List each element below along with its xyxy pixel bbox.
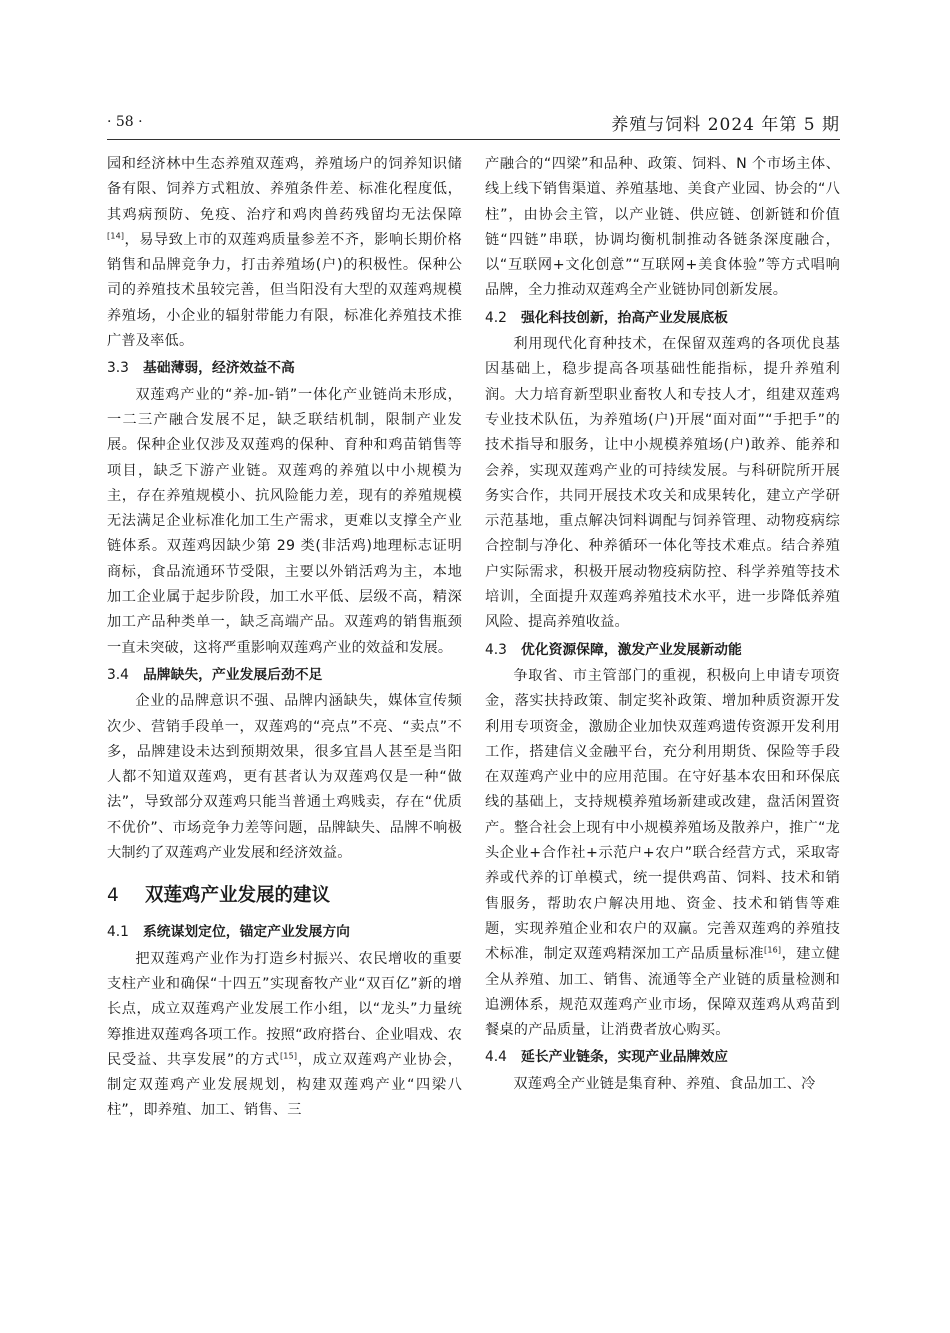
journal-title: 养殖与饲料 2024 年第 5 期 bbox=[611, 115, 840, 135]
text-span: 争取省、市主管部门的重视，积极向上申请专项资金，落实扶持政策、制定奖补政策、增加种质资源开发利用专项资金，激励企业加快双莲鸡遗传资源开发利用工作，搭建信义金融平台，充分利用期货、保险等手段在双莲鸡产业中的应用范围。在守好基本农田和环保底线的基础上，支持规模养殖场新建或改建，盘活闲置资产。整合社会上现有中小规模养殖场及散养户，推广“龙头企业+合作社+示范户+农户”联合经营方式，采取寄养或代养的订单模式，统一提供鸡苗、饲料、技术和销售服务，帮助农户解决用地、资金、技术和销售等难题，实现养殖企业和农户的双赢。完善双莲鸡的养殖技术标准，制定双莲鸡精深加工产品质量标准 bbox=[485, 667, 840, 963]
text-span: 园和经济林中生态养殖双莲鸡，养殖场户的饲养知识储备有限、饲养方式粗放、养殖条件差、标准化程度低，其鸡病预防、免疫、治疗和鸡肉兽药残留均无法保障 bbox=[107, 156, 462, 223]
text-span: ，成立双莲鸡产业协会，制定双莲鸡产业发展规划，构建双莲鸡产业“四梁八柱”，即养殖、加工、销售、三 bbox=[107, 1051, 462, 1119]
paragraph-4-3 bbox=[485, 664, 840, 1043]
heading-4-3 bbox=[485, 638, 840, 663]
paragraph-continued: 产融合的“四梁”和品种、政策、饲料、N 个市场主体、线上线下销售渠道、养殖基地、美食产业园、协会的“八柱”，由协会主管，以产业链、供应链、创新链和价值链“四链”串联，协调均衡机制推动各链条深度融合，以“互联网+文化创意”“互联网+美食体验”等方式唱响品牌，全力推动双莲鸡全产业链协同创新发展。 bbox=[485, 156, 840, 299]
heading-3-4 bbox=[107, 663, 462, 688]
heading-title: 双莲鸡产业发展的建议 bbox=[145, 885, 331, 907]
heading-title: 延长产业链条，实现产业品牌效应 bbox=[521, 1049, 728, 1066]
left-column bbox=[107, 152, 462, 1124]
heading-number: 4.2 bbox=[485, 309, 507, 326]
heading-title: 基础薄弱，经济效益不高 bbox=[143, 360, 295, 377]
heading-3-3 bbox=[107, 356, 462, 381]
header-rule bbox=[107, 139, 840, 140]
heading-4-2 bbox=[485, 306, 840, 331]
heading-title: 系统谋划定位，锚定产业发展方向 bbox=[143, 924, 350, 941]
heading-number: 4 bbox=[107, 885, 119, 907]
paragraph-4-4: 双莲鸡全产业链是集育种、养殖、食品加工、冷 bbox=[513, 1075, 816, 1092]
heading-number: 3.3 bbox=[107, 360, 129, 377]
heading-4-1 bbox=[107, 920, 462, 945]
page-header bbox=[107, 104, 840, 136]
heading-title: 强化科技创新，抬高产业发展底板 bbox=[521, 309, 728, 326]
heading-title: 优化资源保障，激发产业发展新动能 bbox=[521, 641, 742, 658]
right-column bbox=[485, 152, 840, 1097]
text-span: 把双莲鸡产业作为打造乡村振兴、农民增收的重要支柱产业和确保“十四五”实现畜牧产业“双百亿”新的增长点，成立双莲鸡产业发展工作小组，以“龙头”力量统筹推进双莲鸡各项工作。按照“政府搭台、企业唱戏、农民受益、共享发展”的方式 bbox=[107, 950, 462, 1068]
heading-4-4 bbox=[485, 1045, 840, 1070]
heading-number: 4.4 bbox=[485, 1049, 507, 1066]
paragraph-3-4: 企业的品牌意识不强、品牌内涵缺失，媒体宣传频次少、营销手段单一，双莲鸡的“亮点”不亮、“卖点”不多，品牌建设未达到预期效果，很多宜昌人甚至是当阳人都不知道双莲鸡，更有甚者认为双莲鸡仅是一种“做法”，导致部分双莲鸡只能当普通土鸡贱卖，存在“优质不优价”、市场竞争力差等问题，品牌缺失、品牌不响极大制约了双莲鸡产业发展和经济效益。 bbox=[107, 693, 462, 862]
citation-15: [15] bbox=[279, 1051, 298, 1061]
heading-number: 3.4 bbox=[107, 666, 129, 683]
paragraph-4-2: 利用现代化育种技术，在保留双莲鸡的各项优良基因基础上，稳步提高各项基础性能指标，提升养殖利润。大力培育新型职业畜牧人和专技人才，组建双莲鸡专业技术队伍，为养殖场(户)开展“面对面”“手把手”的技术指导和服务，让中小规模养殖场(户)敢养、能养和会养，实现双莲鸡产业的可持续发展。与科研院所开展务实合作，共同开展技术攻关和成果转化，建立产学研示范基地，重点解决饲料调配与饲养管理、动物疫病综合控制与净化、种养循环一体化等技术难点。结合养殖户实际需求，积极开展动物疫病防控、科学养殖等技术培训，全面提升双莲鸡养殖技术水平，进一步降低养殖风险、提高养殖收益。 bbox=[485, 336, 840, 631]
paragraph-3-3: 双莲鸡产业的“养-加-销”一体化产业链尚未形成，一二三产融合发展不足，缺乏联结机制，限制产业发展。保种企业仅涉及双莲鸡的保种、育种和鸡苗销售等项目，缺乏下游产业链。双莲鸡的养殖以中小规模为主，存在养殖规模小、抗风险能力差，现有的养殖规模无法满足企业标准化加工生产需求，更难以支撑全产业链体系。双莲鸡因缺少第 29 类(非活鸡)地理标志证明商标，食品流通环节受限，主要以外销活鸡为主，本地加工企业属于起步阶段，加工水平低、层级不高，精深加工产品种类单一，缺乏高端产品。双莲鸡的销售瓶颈一直未突破，这将严重影响双莲鸡产业的效益和发展。 bbox=[107, 386, 462, 656]
citation-14: [14] bbox=[107, 231, 125, 241]
citation-16: [16] bbox=[764, 945, 782, 955]
heading-section-4 bbox=[107, 882, 462, 910]
heading-number: 4.3 bbox=[485, 641, 507, 658]
text-span: ，建立健全从养殖、加工、销售、流通等全产业链的质量检测和追溯体系，规范双莲鸡产业市场，保障双莲鸡从鸡苗到餐桌的产品质量，让消费者放心购买。 bbox=[485, 946, 840, 1039]
heading-title: 品牌缺失，产业发展后劲不足 bbox=[143, 666, 323, 683]
page-number: · 58 · bbox=[107, 114, 143, 130]
heading-number: 4.1 bbox=[107, 924, 129, 941]
paragraph-intro bbox=[107, 152, 462, 354]
paragraph-4-1 bbox=[107, 947, 462, 1124]
text-span: ，易导致上市的双莲鸡质量参差不齐，影响长期价格销售和品牌竞争力，打击养殖场(户)的积极性。保种公司的养殖技术虽较完善，但当阳没有大型的双莲鸡规模养殖场，小企业的辐射带能力有限，标准化养殖技术推广普及率低。 bbox=[107, 231, 462, 350]
